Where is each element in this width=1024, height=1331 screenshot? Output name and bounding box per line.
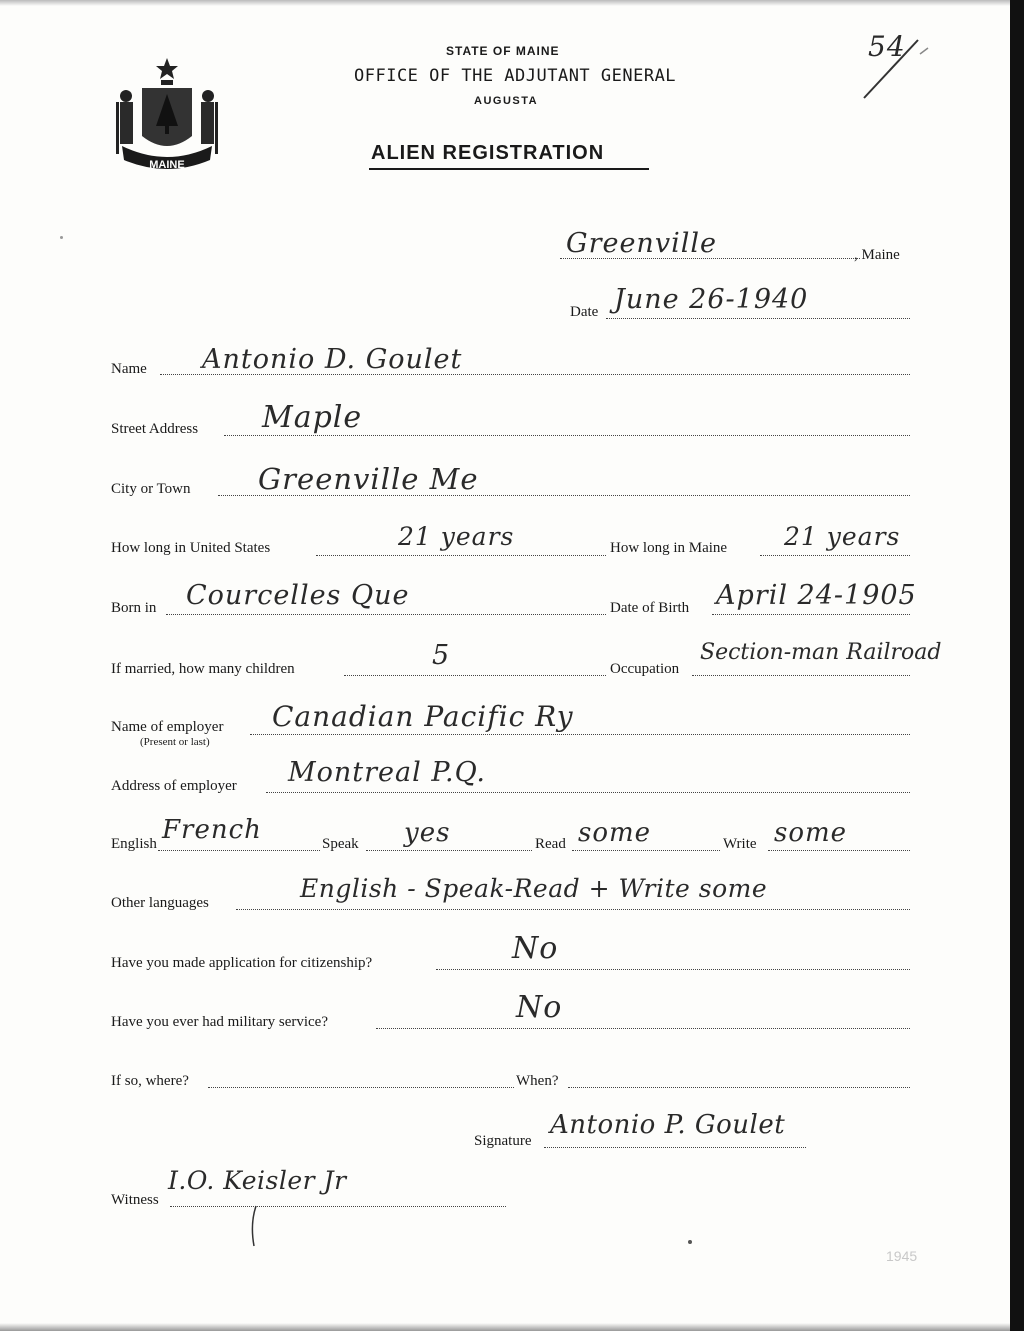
read-value: some	[578, 818, 652, 848]
other-lang-line	[236, 909, 910, 910]
form-title: ALIEN REGISTRATION	[371, 142, 605, 164]
military-line	[376, 1028, 910, 1029]
military-value: No	[516, 990, 563, 1025]
employer-value: Canadian Pacific Ry	[272, 700, 574, 733]
maine-label: , Maine	[854, 247, 900, 263]
date-label: Date	[570, 304, 599, 320]
write-label: Write	[723, 836, 757, 852]
dob-value: April 24-1905	[716, 580, 917, 611]
how-long-maine-value: 21 years	[784, 522, 901, 551]
name-label: Name	[111, 361, 147, 377]
street-label: Street Address	[111, 421, 199, 437]
date-value: June 26-1940	[614, 284, 809, 315]
name-line	[160, 374, 910, 375]
how-long-us-line	[316, 555, 606, 556]
english-line	[158, 850, 320, 851]
english-label: English	[111, 836, 157, 852]
signature-label: Signature	[474, 1133, 532, 1149]
where-line	[208, 1087, 514, 1088]
dust-speck	[688, 1240, 692, 1244]
witness-label: Witness	[111, 1192, 159, 1208]
other-lang-label: Other languages	[111, 895, 209, 911]
citizenship-value: No	[512, 931, 559, 966]
faint-stamp-number: 1945	[886, 1248, 918, 1264]
english-value: French	[162, 815, 262, 845]
employer-sub-label: (Present or last)	[140, 736, 210, 748]
street-value: Maple	[262, 400, 363, 435]
city-line	[218, 495, 910, 496]
read-label: Read	[535, 836, 566, 852]
witness-flourish-mark	[244, 1204, 264, 1250]
city-value: Greenville Me	[258, 462, 479, 496]
speak-value: yes	[404, 818, 451, 848]
how-long-maine-label: How long in Maine	[610, 540, 728, 556]
employer-label: Name of employer	[111, 719, 224, 735]
occupation-label: Occupation	[610, 661, 680, 677]
employer-address-line	[266, 792, 910, 793]
dob-line	[712, 614, 910, 615]
signature-value: Antonio P. Goulet	[550, 1110, 786, 1140]
other-lang-value: English - Speak-Read + Write some	[300, 874, 768, 903]
employer-address-label: Address of employer	[111, 778, 237, 794]
scan-edge-right	[1010, 0, 1024, 1331]
speak-line	[366, 850, 532, 851]
scan-edge-bottom	[0, 1323, 1024, 1331]
citizenship-label: Have you made application for citizenship?	[111, 955, 373, 971]
write-value: some	[774, 818, 848, 848]
employer-address-value: Montreal P.Q.	[288, 757, 486, 788]
occupation-value: Section-man Railroad	[700, 640, 942, 665]
name-value: Antonio D. Goulet	[202, 344, 463, 375]
town-line	[560, 258, 860, 259]
scan-edge-top	[0, 0, 1024, 6]
employer-line	[250, 734, 910, 735]
born-line	[166, 614, 606, 615]
how-long-us-value: 21 years	[398, 522, 515, 551]
born-label: Born in	[111, 600, 157, 616]
title-underline	[369, 168, 649, 170]
corner-number: 54	[868, 30, 906, 63]
witness-line	[170, 1206, 506, 1207]
born-value: Courcelles Que	[186, 580, 410, 611]
seal-label: MAINE	[149, 159, 185, 171]
header-city: AUGUSTA	[474, 95, 539, 107]
how-long-maine-line	[760, 555, 910, 556]
header-state: STATE OF MAINE	[446, 44, 560, 58]
occupation-line	[692, 675, 910, 676]
dust-speck	[60, 236, 63, 239]
when-label: When?	[516, 1073, 559, 1089]
state-seal-icon	[112, 56, 222, 178]
street-line	[224, 435, 910, 436]
children-line	[344, 675, 606, 676]
children-value: 5	[432, 640, 451, 671]
when-line	[568, 1087, 910, 1088]
how-long-us-label: How long in United States	[111, 540, 271, 556]
header-office: OFFICE OF THE ADJUTANT GENERAL	[354, 66, 677, 86]
signature-line	[544, 1147, 806, 1148]
city-label: City or Town	[111, 481, 191, 497]
date-line	[606, 318, 910, 319]
dob-label: Date of Birth	[610, 600, 690, 616]
write-line	[768, 850, 910, 851]
citizenship-line	[436, 969, 910, 970]
speak-label: Speak	[322, 836, 359, 852]
military-label: Have you ever had military service?	[111, 1014, 328, 1030]
corner-slash-mark	[856, 32, 936, 102]
witness-value: I.O. Keisler Jr	[168, 1166, 347, 1195]
read-line	[572, 850, 720, 851]
where-label: If so, where?	[111, 1073, 189, 1089]
children-label: If married, how many children	[111, 661, 295, 677]
town-value: Greenville	[566, 228, 717, 259]
